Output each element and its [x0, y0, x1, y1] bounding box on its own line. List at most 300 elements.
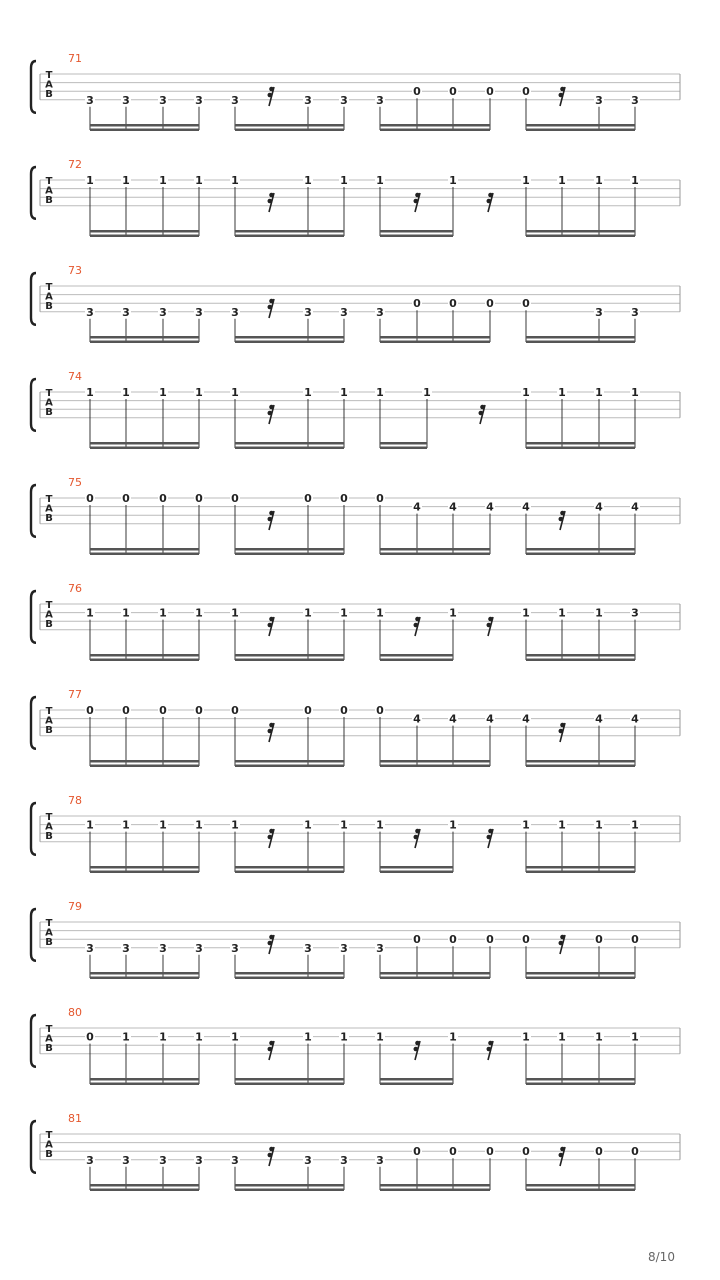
beam	[235, 654, 344, 657]
page-number: 8/10	[648, 1250, 675, 1264]
beam	[90, 977, 199, 980]
fret-number: 1	[159, 818, 167, 832]
fret-number: 0	[449, 933, 457, 947]
system-bracket	[31, 379, 36, 431]
beam	[526, 553, 635, 556]
tab-clef-letter: T	[45, 388, 53, 399]
measure-number: 78	[68, 794, 82, 807]
beam	[235, 972, 344, 975]
fret-number: 0	[486, 85, 494, 99]
system-bracket	[31, 803, 36, 855]
fret-number: 1	[595, 386, 603, 399]
fret-number: 3	[340, 1153, 348, 1167]
sixteenth-rest	[487, 829, 494, 848]
measure-number: 80	[68, 1006, 82, 1019]
rest-flag-dot	[414, 199, 419, 204]
system-72	[31, 158, 680, 237]
fret-number: 3	[340, 305, 348, 319]
fret-number: 1	[376, 386, 384, 399]
fret-number: 1	[449, 1030, 457, 1044]
beam	[90, 129, 199, 132]
fret-number: 1	[122, 386, 130, 399]
fret-number: 1	[231, 386, 239, 399]
rest-flag-dot	[269, 87, 274, 92]
fret-number: 4	[486, 712, 494, 726]
fret-number: 0	[86, 1030, 94, 1044]
tab-clef-letter: T	[45, 1130, 53, 1141]
fret-number: 3	[195, 93, 203, 107]
sixteenth-rest	[559, 511, 566, 530]
fret-number: 0	[413, 1145, 421, 1159]
fret-number: 1	[340, 386, 348, 399]
rest-flag-dot	[415, 1041, 420, 1046]
beam	[90, 1083, 199, 1086]
beam	[380, 1078, 453, 1081]
rest-flag-dot	[268, 1047, 273, 1052]
fret-number: 3	[631, 305, 639, 319]
beam	[90, 866, 199, 869]
tab-clef-letter: B	[45, 513, 53, 524]
fret-number: 1	[122, 818, 130, 832]
fret-number: 0	[231, 704, 239, 717]
tab-clef-letter: A	[45, 1139, 53, 1151]
fret-number: 0	[304, 704, 312, 717]
measure-number: 74	[68, 370, 82, 383]
tab-clef-letter: A	[45, 397, 53, 409]
rest-flag-dot	[487, 623, 492, 628]
beam	[235, 336, 344, 339]
beam	[526, 977, 635, 980]
beam	[526, 442, 635, 445]
beam	[380, 336, 490, 339]
fret-number: 1	[86, 606, 94, 620]
beam	[235, 548, 344, 551]
fret-number: 1	[159, 386, 167, 399]
fret-number: 1	[340, 1030, 348, 1044]
rest-flag-dot	[487, 835, 492, 840]
rest-flag-dot	[480, 405, 485, 410]
tab-clef-letter: A	[45, 927, 53, 939]
fret-number: 3	[595, 305, 603, 319]
beam	[90, 659, 199, 662]
fret-number: 3	[159, 941, 167, 955]
beam	[526, 235, 635, 238]
fret-number: 1	[195, 386, 203, 399]
fret-number: 3	[86, 305, 94, 319]
rest-flag-dot	[560, 723, 565, 728]
rest-flag-dot	[487, 199, 492, 204]
fret-number: 4	[413, 500, 421, 514]
system-bracket	[31, 167, 36, 219]
tab-clef-letter: A	[45, 185, 53, 197]
beam	[526, 1083, 635, 1086]
beam	[235, 866, 344, 869]
fret-number: 0	[413, 933, 421, 947]
fret-number: 0	[595, 933, 603, 947]
rest-flag-dot	[559, 1153, 564, 1158]
fret-number: 0	[486, 297, 494, 311]
beam	[380, 760, 490, 763]
fret-number: 1	[304, 606, 312, 620]
sixteenth-rest	[414, 829, 421, 848]
fret-number: 4	[595, 712, 603, 726]
rest-flag-dot	[414, 835, 419, 840]
fret-number: 1	[159, 174, 167, 187]
fret-number: 0	[413, 85, 421, 99]
fret-number: 3	[86, 1153, 94, 1167]
sixteenth-rest	[268, 405, 275, 424]
fret-number: 0	[413, 297, 421, 311]
beam	[235, 1189, 344, 1192]
beam	[526, 654, 635, 657]
measure-number: 77	[68, 688, 82, 701]
system-79	[31, 900, 680, 979]
tab-clef-letter: B	[45, 407, 53, 418]
beam	[526, 1078, 635, 1081]
fret-number: 3	[159, 1153, 167, 1167]
beam	[90, 1078, 199, 1081]
tab-clef-letter: A	[45, 715, 53, 727]
fret-number: 1	[558, 818, 566, 832]
fret-number: 0	[522, 1145, 530, 1159]
fret-number: 1	[558, 1030, 566, 1044]
rest-flag-dot	[414, 1047, 419, 1052]
fret-number: 4	[486, 500, 494, 514]
fret-number: 4	[413, 712, 421, 726]
rest-flag-dot	[269, 829, 274, 834]
fret-number: 1	[195, 174, 203, 187]
fret-number: 1	[340, 606, 348, 620]
measure-number: 76	[68, 582, 82, 595]
fret-number: 1	[558, 606, 566, 620]
fret-number: 3	[122, 93, 130, 107]
tab-clef-letter: T	[45, 600, 53, 611]
rest-flag-dot	[479, 411, 484, 416]
fret-number: 3	[376, 305, 384, 319]
rest-flag-dot	[269, 193, 274, 198]
fret-number: 1	[522, 1030, 530, 1044]
tab-clef-letter: B	[45, 195, 53, 206]
fret-number: 0	[522, 85, 530, 99]
fret-number: 1	[522, 606, 530, 620]
rest-flag-dot	[268, 623, 273, 628]
fret-number: 4	[449, 712, 457, 726]
fret-number: 1	[376, 174, 384, 187]
system-78	[31, 794, 680, 873]
beam	[380, 230, 453, 233]
fret-number: 1	[595, 818, 603, 832]
rest-flag-dot	[415, 193, 420, 198]
system-bracket	[31, 909, 36, 961]
fret-number: 1	[595, 1030, 603, 1044]
fret-number: 1	[231, 1030, 239, 1044]
beam	[380, 442, 427, 445]
fret-number: 3	[195, 941, 203, 955]
fret-number: 1	[231, 174, 239, 187]
beam	[526, 341, 635, 344]
rest-flag-dot	[268, 305, 273, 310]
measure-number: 73	[68, 264, 82, 277]
fret-number: 1	[595, 174, 603, 187]
fret-number: 3	[86, 93, 94, 107]
system-77	[31, 688, 680, 767]
beam	[235, 1184, 344, 1187]
fret-number: 1	[558, 174, 566, 187]
fret-number: 3	[631, 93, 639, 107]
beam	[380, 871, 453, 874]
beam	[526, 972, 635, 975]
beam	[235, 124, 344, 127]
sixteenth-rest	[268, 723, 275, 742]
fret-number: 0	[340, 704, 348, 717]
beam	[235, 447, 344, 450]
beam	[90, 230, 199, 233]
beam	[526, 124, 635, 127]
fret-number: 4	[631, 500, 639, 514]
beam	[90, 972, 199, 975]
fret-number: 1	[231, 606, 239, 620]
fret-number: 1	[449, 174, 457, 187]
beam	[526, 336, 635, 339]
rest-flag-dot	[559, 729, 564, 734]
beam	[90, 765, 199, 768]
system-74	[31, 370, 680, 449]
fret-number: 1	[122, 606, 130, 620]
beam	[235, 1083, 344, 1086]
beam	[380, 341, 490, 344]
tab-clef-letter: B	[45, 1043, 53, 1054]
beam	[380, 1189, 490, 1192]
fret-number: 3	[231, 305, 239, 319]
fret-number: 0	[449, 85, 457, 99]
tab-clef-letter: B	[45, 937, 53, 948]
sixteenth-rest	[487, 193, 494, 212]
fret-number: 4	[631, 712, 639, 726]
tab-clef-letter: T	[45, 70, 53, 81]
beam	[526, 760, 635, 763]
tab-clef-letter: B	[45, 1149, 53, 1160]
rest-flag-dot	[269, 723, 274, 728]
rest-flag-dot	[269, 511, 274, 516]
fret-number: 3	[376, 941, 384, 955]
fret-number: 1	[122, 1030, 130, 1044]
sixteenth-rest	[268, 1147, 275, 1166]
beam	[90, 760, 199, 763]
fret-number: 1	[558, 386, 566, 399]
fret-number: 3	[231, 93, 239, 107]
fret-number: 1	[595, 606, 603, 620]
beam	[235, 235, 344, 238]
fret-number: 0	[522, 297, 530, 311]
measure-number: 72	[68, 158, 82, 171]
tab-clef-letter: B	[45, 831, 53, 842]
fret-number: 1	[631, 1030, 639, 1044]
beam	[526, 866, 635, 869]
fret-number: 3	[376, 93, 384, 107]
beam	[90, 1184, 199, 1187]
tab-clef-letter: T	[45, 282, 53, 293]
fret-number: 3	[304, 93, 312, 107]
tab-clef-letter: T	[45, 176, 53, 187]
fret-number: 1	[304, 1030, 312, 1044]
tab-clef-letter: A	[45, 79, 53, 91]
fret-number: 3	[195, 1153, 203, 1167]
beam	[380, 553, 490, 556]
fret-number: 3	[86, 941, 94, 955]
tab-clef-letter: B	[45, 725, 53, 736]
beam	[526, 765, 635, 768]
beam	[380, 654, 453, 657]
sixteenth-rest	[268, 829, 275, 848]
system-bracket	[31, 1015, 36, 1067]
beam	[90, 871, 199, 874]
tab-clef-letter: B	[45, 619, 53, 630]
fret-number: 1	[304, 818, 312, 832]
beam	[380, 548, 490, 551]
rest-flag-dot	[415, 617, 420, 622]
sixteenth-rest	[487, 617, 494, 636]
fret-number: 3	[159, 305, 167, 319]
fret-number: 1	[195, 1030, 203, 1044]
fret-number: 0	[231, 492, 239, 505]
beam	[235, 1078, 344, 1081]
fret-number: 1	[376, 818, 384, 832]
fret-number: 0	[195, 492, 203, 505]
fret-number: 1	[522, 174, 530, 187]
beam	[235, 341, 344, 344]
system-80	[31, 1006, 680, 1085]
tab-clef-letter: A	[45, 609, 53, 621]
system-bracket	[31, 61, 36, 113]
fret-number: 0	[86, 704, 94, 717]
sixteenth-rest	[487, 1041, 494, 1060]
fret-number: 1	[423, 386, 431, 399]
fret-number: 0	[122, 704, 130, 717]
rest-flag-dot	[488, 829, 493, 834]
fret-number: 1	[631, 386, 639, 399]
beam	[235, 129, 344, 132]
fret-number: 3	[231, 1153, 239, 1167]
rest-flag-dot	[269, 405, 274, 410]
beam	[526, 1189, 635, 1192]
sixteenth-rest	[559, 87, 566, 106]
beam	[526, 548, 635, 551]
fret-number: 3	[376, 1153, 384, 1167]
fret-number: 1	[86, 386, 94, 399]
sixteenth-rest	[268, 617, 275, 636]
beam	[90, 235, 199, 238]
measure-number: 79	[68, 900, 82, 913]
fret-number: 3	[304, 941, 312, 955]
beam	[235, 659, 344, 662]
tab-clef-letter: B	[45, 301, 53, 312]
fret-number: 3	[340, 93, 348, 107]
beam	[380, 659, 453, 662]
tab-clef-letter: T	[45, 1024, 53, 1035]
rest-flag-dot	[488, 1041, 493, 1046]
rest-flag-dot	[488, 193, 493, 198]
sixteenth-rest	[414, 617, 421, 636]
beam	[90, 336, 199, 339]
measure-number: 81	[68, 1112, 82, 1125]
rest-flag-dot	[269, 617, 274, 622]
beam	[235, 871, 344, 874]
sixteenth-rest	[268, 1041, 275, 1060]
sixteenth-rest	[559, 1147, 566, 1166]
tab-clef-letter: T	[45, 706, 53, 717]
fret-number: 0	[376, 704, 384, 717]
fret-number: 1	[195, 818, 203, 832]
rest-flag-dot	[268, 93, 273, 98]
sixteenth-rest	[414, 193, 421, 212]
system-76	[31, 582, 680, 661]
fret-number: 0	[631, 1145, 639, 1159]
sixteenth-rest	[559, 935, 566, 954]
beam	[235, 760, 344, 763]
beam	[90, 654, 199, 657]
fret-number: 1	[522, 386, 530, 399]
beam	[90, 447, 199, 450]
sixteenth-rest	[268, 511, 275, 530]
fret-number: 4	[522, 712, 530, 726]
system-bracket	[31, 1121, 36, 1173]
fret-number: 1	[449, 606, 457, 620]
sixteenth-rest	[414, 1041, 421, 1060]
tab-clef-letter: B	[45, 89, 53, 100]
fret-number: 1	[522, 818, 530, 832]
measure-number: 71	[68, 52, 82, 65]
beam	[90, 341, 199, 344]
fret-number: 1	[376, 1030, 384, 1044]
rest-flag-dot	[559, 93, 564, 98]
system-75	[31, 476, 680, 555]
beam	[380, 866, 453, 869]
rest-flag-dot	[269, 1147, 274, 1152]
fret-number: 4	[595, 500, 603, 514]
tab-clef-letter: A	[45, 503, 53, 515]
system-73	[31, 264, 680, 343]
rest-flag-dot	[269, 935, 274, 940]
beam	[380, 1184, 490, 1187]
rest-flag-dot	[559, 517, 564, 522]
system-bracket	[31, 273, 36, 325]
fret-number: 0	[376, 492, 384, 505]
fret-number: 3	[159, 93, 167, 107]
rest-flag-dot	[268, 941, 273, 946]
beam	[380, 129, 490, 132]
rest-flag-dot	[268, 199, 273, 204]
fret-number: 3	[122, 305, 130, 319]
rest-flag-dot	[414, 623, 419, 628]
sixteenth-rest	[268, 87, 275, 106]
fret-number: 3	[631, 606, 639, 620]
beam	[526, 871, 635, 874]
fret-number: 3	[122, 1153, 130, 1167]
beam	[526, 230, 635, 233]
fret-number: 0	[86, 492, 94, 505]
rest-flag-dot	[268, 517, 273, 522]
measure-number: 75	[68, 476, 82, 489]
fret-number: 0	[449, 1145, 457, 1159]
fret-number: 1	[340, 818, 348, 832]
fret-number: 0	[486, 933, 494, 947]
beam	[380, 235, 453, 238]
sixteenth-rest	[559, 723, 566, 742]
fret-number: 1	[159, 1030, 167, 1044]
fret-number: 1	[86, 818, 94, 832]
tab-clef-letter: A	[45, 291, 53, 303]
system-bracket	[31, 697, 36, 749]
